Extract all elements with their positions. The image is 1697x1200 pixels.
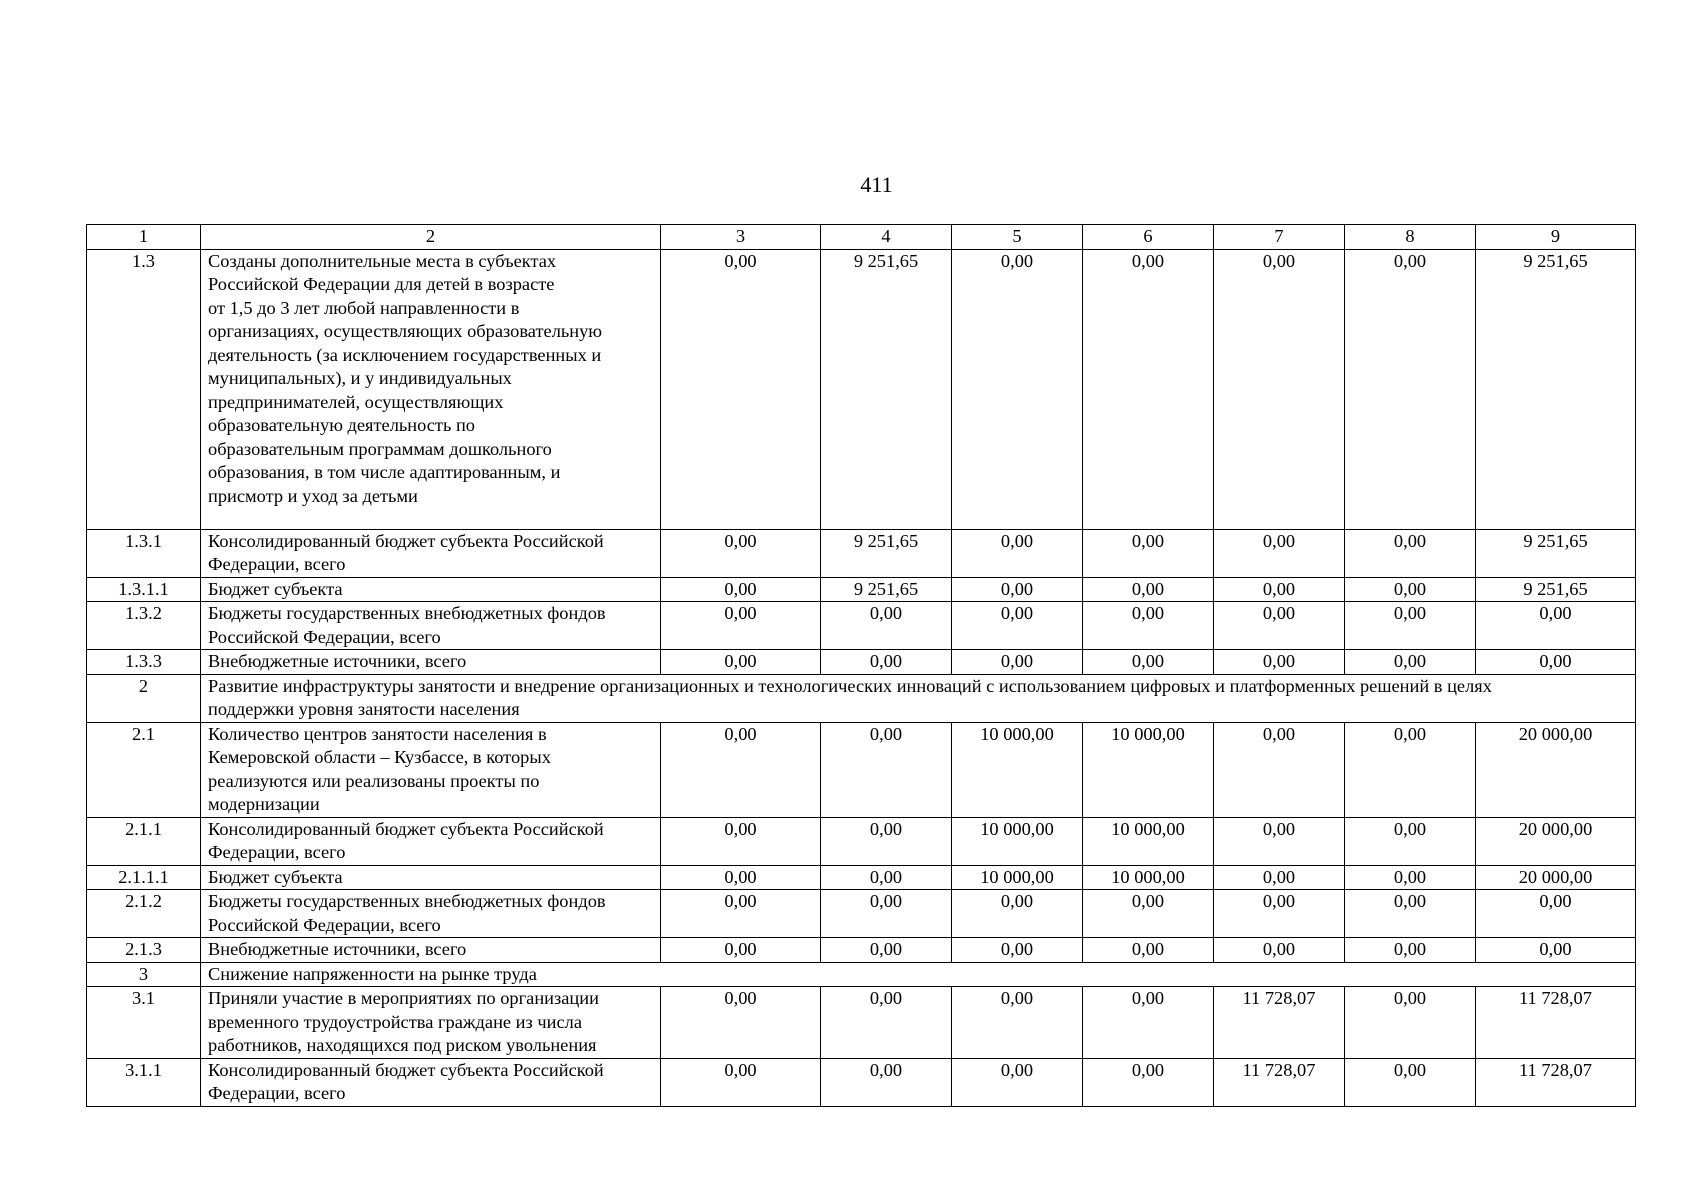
value-col-3: 0,00 (661, 1058, 821, 1106)
header-col-4: 4 (821, 225, 952, 250)
value-col-6: 0,00 (1083, 938, 1214, 963)
value-col-7: 0,00 (1214, 577, 1345, 602)
table-row (87, 529, 1636, 577)
header-col-1: 1 (87, 225, 201, 250)
value-col-6: 0,00 (1083, 890, 1214, 938)
value-col-7: 0,00 (1214, 938, 1345, 963)
value-col-3: 0,00 (661, 987, 821, 1059)
table-body (87, 225, 1636, 1107)
value-col-6: 10 000,00 (1083, 722, 1214, 817)
value-col-5: 10 000,00 (952, 865, 1083, 890)
row-description: Созданы дополнительные места в субъектах Российской Федерации для детей в возрасте от 1,5 до 3 лет любой направленности в организациях, осуществляющих образовательную деятельность (за исключением государственных и муниципальных), и у индивидуальных предпринимателей, осуществляющих образовательную деятельность по образовательным программам дошкольного образования, в том числе адаптированным, и присмотр и уход за детьми (201, 249, 661, 529)
row-description: Консолидированный бюджет субъекта Российской Федерации, всего (201, 529, 661, 577)
table-row (87, 890, 1636, 938)
value-col-3: 0,00 (661, 577, 821, 602)
value-col-9: 11 728,07 (1476, 987, 1636, 1059)
table-row (87, 938, 1636, 963)
value-col-6: 0,00 (1083, 602, 1214, 650)
table-row (87, 987, 1636, 1059)
row-code: 2.1.1 (87, 817, 201, 865)
value-col-3: 0,00 (661, 602, 821, 650)
value-col-7: 0,00 (1214, 529, 1345, 577)
row-description: Бюджеты государственных внебюджетных фондов Российской Федерации, всего (201, 890, 661, 938)
value-col-7: 0,00 (1214, 650, 1345, 675)
value-col-9: 9 251,65 (1476, 249, 1636, 529)
value-col-3: 0,00 (661, 650, 821, 675)
row-code: 3.1 (87, 987, 201, 1059)
row-description: Приняли участие в мероприятиях по организации временного трудоустройства граждане из числа работников, находящихся под риском увольнения (201, 987, 661, 1059)
table-row (87, 650, 1636, 675)
value-col-4: 0,00 (821, 1058, 952, 1106)
value-col-3: 0,00 (661, 722, 821, 817)
table-row (87, 577, 1636, 602)
value-col-7: 0,00 (1214, 890, 1345, 938)
budget-table (86, 224, 1636, 1107)
value-col-9: 20 000,00 (1476, 722, 1636, 817)
value-col-4: 0,00 (821, 865, 952, 890)
value-col-5: 0,00 (952, 529, 1083, 577)
value-col-9: 0,00 (1476, 650, 1636, 675)
table-row (87, 865, 1636, 890)
header-col-5: 5 (952, 225, 1083, 250)
row-code: 2 (87, 674, 201, 722)
value-col-5: 0,00 (952, 890, 1083, 938)
value-col-5: 0,00 (952, 650, 1083, 675)
header-col-3: 3 (661, 225, 821, 250)
row-description: Бюджет субъекта (201, 577, 661, 602)
table-row (87, 1058, 1636, 1106)
value-col-8: 0,00 (1345, 249, 1476, 529)
row-description: Бюджеты государственных внебюджетных фондов Российской Федерации, всего (201, 602, 661, 650)
row-code: 2.1.2 (87, 890, 201, 938)
header-col-7: 7 (1214, 225, 1345, 250)
section-row (87, 674, 1636, 722)
value-col-4: 0,00 (821, 987, 952, 1059)
row-description: Бюджет субъекта (201, 865, 661, 890)
table-row (87, 817, 1636, 865)
value-col-3: 0,00 (661, 529, 821, 577)
value-col-8: 0,00 (1345, 865, 1476, 890)
value-col-9: 20 000,00 (1476, 865, 1636, 890)
row-code: 3 (87, 962, 201, 987)
row-code: 1.3.1 (87, 529, 201, 577)
value-col-7: 0,00 (1214, 817, 1345, 865)
value-col-5: 10 000,00 (952, 722, 1083, 817)
value-col-4: 0,00 (821, 602, 952, 650)
row-description: Консолидированный бюджет субъекта Российской Федерации, всего (201, 817, 661, 865)
header-col-9: 9 (1476, 225, 1636, 250)
value-col-3: 0,00 (661, 249, 821, 529)
value-col-4: 0,00 (821, 650, 952, 675)
value-col-6: 0,00 (1083, 249, 1214, 529)
header-col-6: 6 (1083, 225, 1214, 250)
value-col-6: 10 000,00 (1083, 817, 1214, 865)
table-row (87, 722, 1636, 817)
section-title: Развитие инфраструктуры занятости и внедрение организационных и технологических инноваций с использованием цифровых и платформенных решений в целях поддержки уровня занятости населения (201, 674, 1636, 722)
row-code: 1.3.1.1 (87, 577, 201, 602)
value-col-9: 9 251,65 (1476, 529, 1636, 577)
value-col-9: 20 000,00 (1476, 817, 1636, 865)
value-col-6: 0,00 (1083, 529, 1214, 577)
value-col-4: 9 251,65 (821, 529, 952, 577)
table-row (87, 249, 1636, 529)
value-col-9: 9 251,65 (1476, 577, 1636, 602)
value-col-3: 0,00 (661, 938, 821, 963)
value-col-7: 11 728,07 (1214, 987, 1345, 1059)
header-col-8: 8 (1345, 225, 1476, 250)
value-col-3: 0,00 (661, 817, 821, 865)
row-code: 2.1.1.1 (87, 865, 201, 890)
value-col-8: 0,00 (1345, 987, 1476, 1059)
value-col-5: 0,00 (952, 249, 1083, 529)
row-code: 1.3.3 (87, 650, 201, 675)
value-col-8: 0,00 (1345, 529, 1476, 577)
row-code: 1.3 (87, 249, 201, 529)
value-col-4: 0,00 (821, 938, 952, 963)
value-col-5: 0,00 (952, 602, 1083, 650)
row-code: 2.1 (87, 722, 201, 817)
value-col-5: 10 000,00 (952, 817, 1083, 865)
value-col-9: 0,00 (1476, 938, 1636, 963)
value-col-8: 0,00 (1345, 1058, 1476, 1106)
header-col-2: 2 (201, 225, 661, 250)
value-col-6: 10 000,00 (1083, 865, 1214, 890)
value-col-7: 0,00 (1214, 865, 1345, 890)
value-col-7: 11 728,07 (1214, 1058, 1345, 1106)
value-col-6: 0,00 (1083, 650, 1214, 675)
value-col-7: 0,00 (1214, 602, 1345, 650)
value-col-9: 11 728,07 (1476, 1058, 1636, 1106)
value-col-8: 0,00 (1345, 650, 1476, 675)
value-col-3: 0,00 (661, 890, 821, 938)
row-code: 3.1.1 (87, 1058, 201, 1106)
row-code: 2.1.3 (87, 938, 201, 963)
row-code: 1.3.2 (87, 602, 201, 650)
value-col-8: 0,00 (1345, 602, 1476, 650)
value-col-8: 0,00 (1345, 890, 1476, 938)
row-description: Консолидированный бюджет субъекта Российской Федерации, всего (201, 1058, 661, 1106)
value-col-4: 9 251,65 (821, 249, 952, 529)
value-col-8: 0,00 (1345, 722, 1476, 817)
value-col-8: 0,00 (1345, 817, 1476, 865)
section-title: Снижение напряженности на рынке труда (201, 962, 1636, 987)
value-col-6: 0,00 (1083, 1058, 1214, 1106)
value-col-6: 0,00 (1083, 987, 1214, 1059)
value-col-5: 0,00 (952, 1058, 1083, 1106)
row-description: Количество центров занятости населения в Кемеровской области – Кузбассе, в которых реализуются или реализованы проекты по модернизации (201, 722, 661, 817)
value-col-8: 0,00 (1345, 577, 1476, 602)
value-col-7: 0,00 (1214, 722, 1345, 817)
value-col-3: 0,00 (661, 865, 821, 890)
value-col-5: 0,00 (952, 577, 1083, 602)
section-row (87, 962, 1636, 987)
value-col-9: 0,00 (1476, 890, 1636, 938)
page-number: 411 (860, 172, 893, 197)
table-header-row (87, 225, 1636, 250)
table-row (87, 602, 1636, 650)
row-description: Внебюджетные источники, всего (201, 650, 661, 675)
row-description: Внебюджетные источники, всего (201, 938, 661, 963)
value-col-4: 0,00 (821, 890, 952, 938)
value-col-6: 0,00 (1083, 577, 1214, 602)
value-col-8: 0,00 (1345, 938, 1476, 963)
value-col-5: 0,00 (952, 938, 1083, 963)
value-col-9: 0,00 (1476, 602, 1636, 650)
value-col-4: 0,00 (821, 817, 952, 865)
value-col-5: 0,00 (952, 987, 1083, 1059)
value-col-4: 9 251,65 (821, 577, 952, 602)
value-col-7: 0,00 (1214, 249, 1345, 529)
value-col-4: 0,00 (821, 722, 952, 817)
